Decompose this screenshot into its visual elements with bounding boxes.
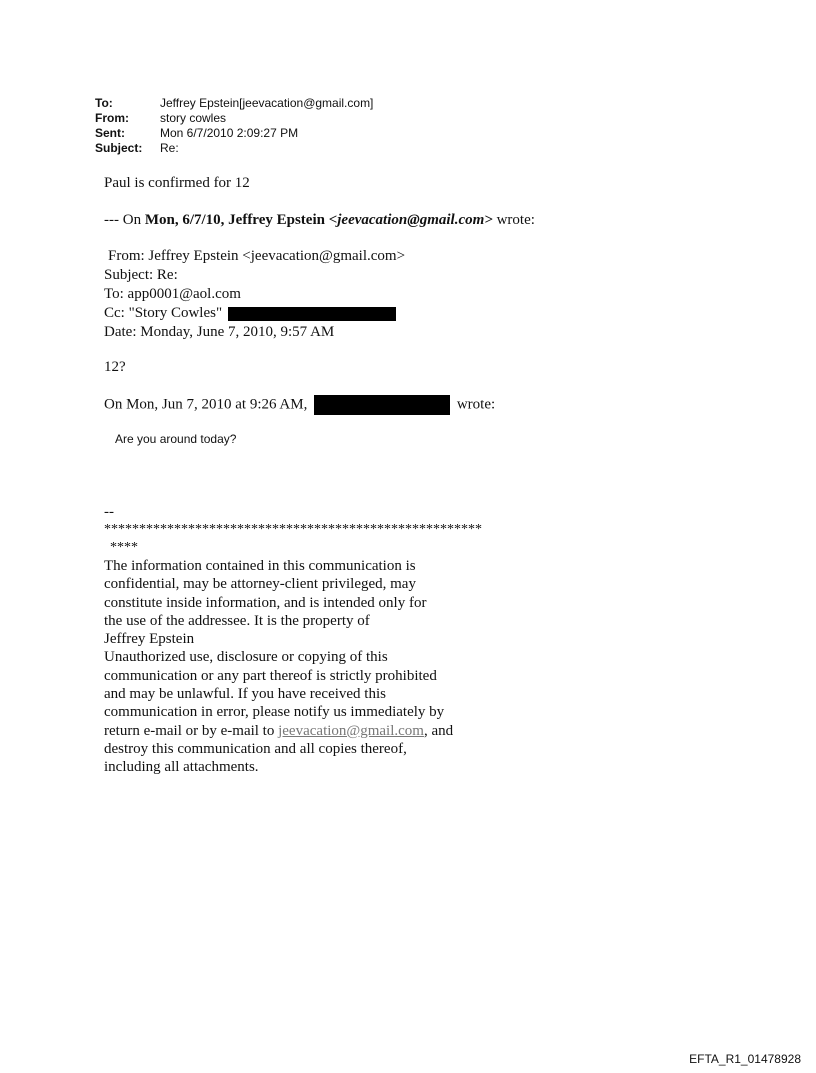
quoted-cc-prefix: Cc: "Story Cowles": [104, 305, 223, 321]
email-suffix: , and: [423, 722, 454, 739]
quoted-from: From: Jeffrey Epstein <jeevacation@gmail.com>: [108, 248, 406, 264]
disclaimer-line: communication or any part thereof is strictly prohibited: [104, 667, 437, 684]
email-link[interactable]: jeevacation@gmail.com: [278, 722, 424, 739]
redaction-box: [314, 395, 450, 415]
header-subject-row: [95, 141, 373, 156]
quoted-subject: Subject: Re:: [104, 267, 178, 283]
to-value: Jeffrey Epstein[jeevacation@gmail.com]: [160, 96, 374, 110]
quoted-on-line: [104, 395, 495, 415]
disclaimer-line: the use of the addressee. It is the property of: [104, 612, 370, 629]
header-to-row: [95, 96, 373, 111]
disclaimer-line: constitute inside information, and is intended only for: [104, 594, 427, 611]
signature-dashes: --: [104, 504, 114, 520]
disclaimer-line: and may be unlawful. If you have received this: [104, 686, 386, 703]
quoted-body-line: 12?: [104, 359, 126, 375]
reply-line: Paul is confirmed for 12: [104, 175, 250, 191]
disclaimer-line: confidential, may be attorney-client privileged, may: [104, 576, 416, 593]
email-header: [95, 96, 373, 156]
disclaimer-line: destroy this communication and all copies thereof,: [104, 740, 407, 757]
quoted-on-row: [104, 395, 495, 415]
inner-quoted-line: Are you around today?: [115, 432, 237, 446]
from-label: From:: [95, 111, 129, 125]
quoted-on-prefix: On Mon, Jun 7, 2010 at 9:26 AM,: [104, 396, 308, 413]
quoted-date: Date: Monday, June 7, 2010, 9:57 AM: [104, 324, 335, 340]
quoted-body-text: [104, 358, 126, 377]
subject-label: Subject:: [95, 141, 143, 155]
signature-stars: ******************************************************: [104, 522, 482, 537]
email-prefix: return e-mail or by e-mail to: [104, 722, 279, 739]
document-id: EFTA_R1_01478928: [689, 1052, 801, 1066]
quoted-to: To: app0001@aol.com: [104, 286, 241, 302]
quote-intro: [104, 211, 535, 230]
quote-intro-line: [104, 211, 535, 230]
disclaimer-line: communication in error, please notify us immediately by: [104, 704, 445, 721]
redaction-box: [228, 307, 396, 321]
disclaimer-email-line: [104, 722, 453, 740]
header-sent-row: [95, 126, 373, 141]
signature-block: [104, 503, 482, 557]
quote-intro-date: Mon, 6/7/10, Jeffrey Epstein: [144, 212, 329, 228]
inner-quoted-text: [115, 430, 236, 449]
to-label: To:: [95, 96, 113, 110]
signature-stars-short: ****: [110, 540, 138, 555]
quoted-cc: [104, 304, 405, 323]
disclaimer-line: Jeffrey Epstein: [104, 631, 195, 648]
quote-intro-prefix: --- On: [104, 212, 145, 228]
quoted-header: [104, 247, 405, 342]
sent-value: Mon 6/7/2010 2:09:27 PM: [160, 126, 299, 140]
quote-intro-suffix: wrote:: [492, 212, 535, 228]
quoted-on-suffix: wrote:: [456, 396, 496, 413]
disclaimer: [104, 557, 453, 777]
subject-value: Re:: [160, 141, 179, 155]
from-value: story cowles: [160, 111, 227, 125]
header-from-row: [95, 111, 373, 126]
quote-intro-email: <jeevacation@gmail.com>: [328, 212, 493, 228]
disclaimer-line: including all attachments.: [104, 759, 259, 776]
disclaimer-line: The information contained in this communication is: [104, 558, 416, 574]
reply-text: [104, 174, 250, 193]
sent-label: Sent:: [95, 126, 125, 140]
disclaimer-line: Unauthorized use, disclosure or copying of this: [104, 649, 388, 666]
